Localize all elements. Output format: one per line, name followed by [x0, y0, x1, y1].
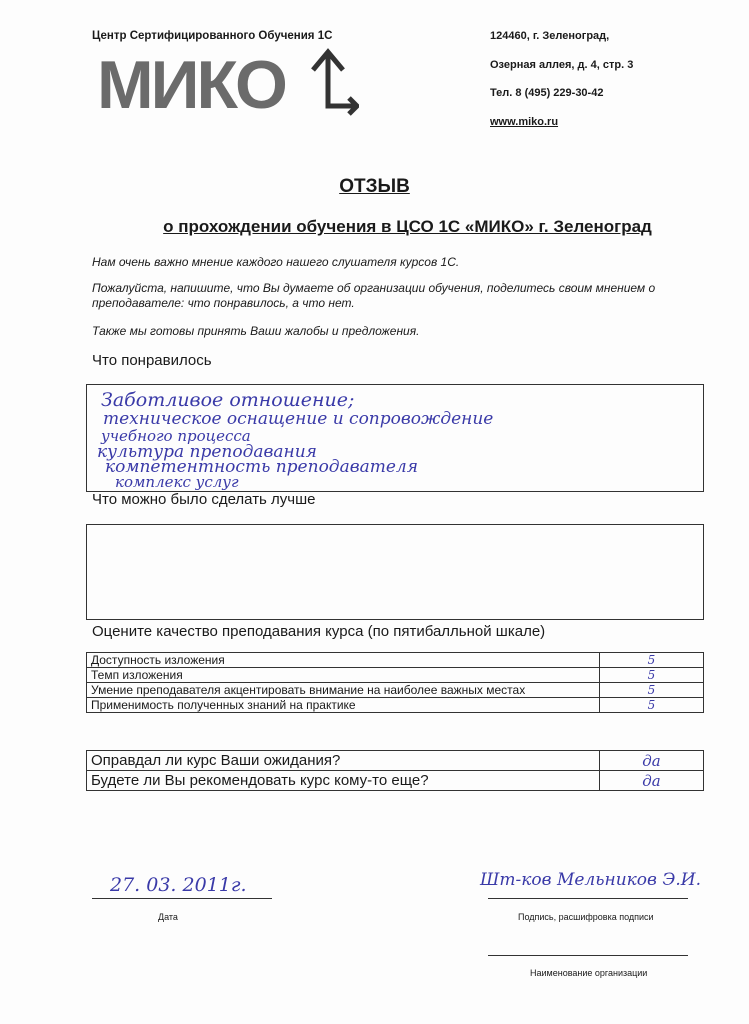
liked-answer-line-1: Заботливое отношение; [101, 389, 355, 411]
logo-text: МИКО [97, 48, 285, 123]
liked-answer-line-4: культура преподавания [97, 442, 317, 462]
address-line-1: 124460, г. Зеленоград, [490, 30, 610, 42]
question-answer[interactable]: да [600, 771, 704, 791]
rating-row [87, 668, 704, 683]
improve-label: Что можно было сделать лучше [92, 491, 316, 508]
phone: Тел. 8 (495) 229-30-42 [490, 87, 604, 99]
rating-score[interactable]: 5 [600, 683, 704, 698]
question-row [87, 771, 704, 791]
org-label: Наименование организации [530, 968, 648, 978]
org-line [488, 955, 688, 956]
website-link[interactable]: www.miko.ru [490, 116, 559, 128]
rating-score[interactable]: 5 [600, 668, 704, 683]
liked-answer-line-3: учебного процесса [101, 427, 251, 445]
rating-table [86, 652, 704, 713]
question-text: Будете ли Вы рекомендовать курс кому-то еще? [87, 771, 600, 791]
date-value[interactable]: 27. 03. 2011г. [110, 874, 247, 896]
liked-label: Что понравилось [92, 352, 212, 369]
liked-answer-line-6: комплекс услуг [115, 473, 239, 491]
liked-answer-box[interactable] [86, 384, 704, 492]
rating-criterion: Доступность изложения [87, 653, 600, 668]
question-text: Оправдал ли курс Ваши ожидания? [87, 751, 600, 771]
signature-line [488, 898, 688, 899]
improve-answer-box[interactable] [86, 524, 704, 620]
questions-table [86, 750, 704, 791]
address-line-2: Озерная аллея, д. 4, стр. 3 [490, 59, 634, 71]
rating-row [87, 683, 704, 698]
form-title: ОТЗЫВ [339, 176, 410, 197]
form-subtitle: о прохождении обучения в ЦСО 1С «МИКО» г. Зеленоград [163, 217, 652, 236]
rating-score[interactable]: 5 [600, 653, 704, 668]
org-name: Центр Сертифицированного Обучения 1С [92, 30, 333, 42]
liked-answer-line-5: компетентность преподавателя [105, 457, 418, 477]
rating-label: Оцените качество преподавания курса (по пятибалльной шкале) [92, 623, 546, 640]
signature-value[interactable]: Шт-ков Мельников Э.И. [480, 870, 701, 890]
liked-answer-line-2: техническое оснащение и сопровождение [103, 409, 494, 429]
question-answer[interactable]: да [600, 751, 704, 771]
intro-line-3: Также мы готовы принять Ваши жалобы и предложения. [92, 324, 420, 338]
rating-criterion: Умение преподавателя акцентировать внимание на наиболее важных местах [87, 683, 600, 698]
rating-score[interactable]: 5 [600, 698, 704, 713]
date-label: Дата [158, 912, 178, 922]
signature-label: Подпись, расшифровка подписи [518, 912, 654, 922]
rating-criterion: Применимость полученных знаний на практике [87, 698, 600, 713]
intro-line-1: Нам очень важно мнение каждого нашего слушателя курсов 1С. [92, 255, 460, 269]
rating-row [87, 653, 704, 668]
intro-line-2: Пожалуйста, напишите, что Вы думаете об организации обучения, поделитесь своим мнением о преподавателе: что понравилось, а что нет. [92, 281, 656, 310]
rating-row [87, 698, 704, 713]
question-row [87, 751, 704, 771]
date-line [92, 898, 272, 899]
miko-logo [97, 48, 359, 128]
rating-criterion: Темп изложения [87, 668, 600, 683]
